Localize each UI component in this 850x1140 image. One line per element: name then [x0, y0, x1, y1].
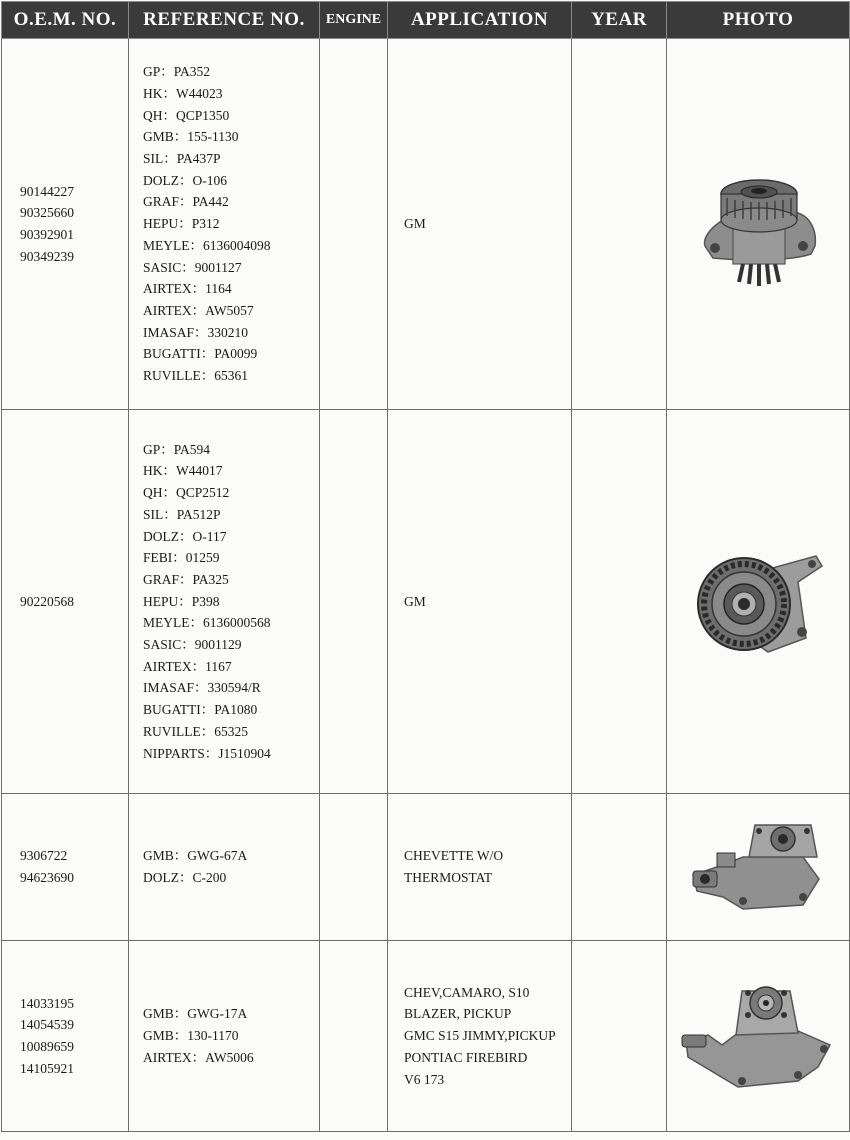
oem-cell [2, 410, 129, 794]
table-row [2, 941, 850, 1132]
reference-number: SASIC：9001127 [143, 259, 242, 275]
application-text: PONTIAC FIREBIRD [404, 1049, 528, 1065]
year-cell [572, 410, 667, 794]
table-row [2, 39, 850, 410]
reference-number: QH：QCP2512 [143, 485, 230, 501]
reference-number: GRAF：PA442 [143, 194, 229, 210]
reference-number: MEYLE：6136004098 [143, 237, 271, 253]
oem-number: 90325660 [20, 205, 74, 221]
oem-cell [2, 39, 129, 410]
reference-number: IMASAF：330594/R [143, 680, 261, 696]
oem-number: 14054539 [20, 1017, 74, 1033]
oem-number: 90392901 [20, 227, 74, 242]
header-oem: O.E.M. NO. [2, 2, 129, 39]
reference-number: GMB：155-1130 [143, 129, 239, 145]
reference-number: HK：W44017 [143, 463, 223, 479]
reference-number: BUGATTI：PA1080 [143, 702, 258, 718]
reference-number: HK：W44023 [143, 85, 223, 101]
oem-number: 14033195 [20, 995, 74, 1011]
oem-number: 90144227 [20, 183, 74, 199]
photo-cell [667, 794, 850, 941]
application-text: CHEV,CAMARO, S10 [404, 984, 530, 1000]
year-cell [572, 794, 667, 941]
application-cell [388, 39, 572, 410]
oem-cell [2, 794, 129, 941]
application-text: BLAZER, PICKUP [404, 1006, 512, 1022]
engine-cell [320, 794, 388, 941]
table-row [2, 794, 850, 941]
engine-cell [320, 410, 388, 794]
reference-number: SIL：PA512P [143, 506, 221, 522]
reference-number: AIRTEX：AW5006 [143, 1049, 254, 1065]
reference-number: MEYLE：6136000568 [143, 615, 271, 631]
photo-cell [667, 941, 850, 1132]
water-pump-gear-pulley-side-icon [688, 542, 828, 662]
application-text: GM [404, 216, 426, 232]
reference-number: AIRTEX：1164 [143, 281, 232, 297]
reference-cell [129, 410, 320, 794]
reference-number: HEPU：P312 [143, 216, 220, 232]
year-cell [572, 39, 667, 410]
application-text: GM [404, 593, 426, 609]
water-pump-flange-icon [678, 971, 838, 1101]
oem-number: 9306722 [20, 848, 68, 864]
reference-number: RUVILLE：65325 [143, 723, 248, 739]
reference-number: GP：PA594 [143, 441, 211, 457]
table-row [2, 410, 850, 794]
reference-number: DOLZ：O-106 [143, 172, 227, 188]
year-cell [572, 941, 667, 1132]
reference-cell [129, 39, 320, 410]
application-cell [388, 410, 572, 794]
application-text: V6 173 [404, 1071, 445, 1087]
header-application: APPLICATION [388, 2, 572, 39]
reference-number: DOLZ：C-200 [143, 870, 227, 885]
header-row [2, 2, 850, 39]
reference-number: SIL：PA437P [143, 151, 221, 167]
application-text: GMC S15 JIMMY,PICKUP [404, 1028, 556, 1044]
reference-number: FEBI：01259 [143, 550, 220, 566]
engine-cell [320, 941, 388, 1132]
header-year: YEAR [572, 2, 667, 39]
water-pump-housing-icon [683, 817, 833, 917]
reference-number: NIPPARTS：J1510904 [143, 745, 271, 761]
header-photo: PHOTO [667, 2, 850, 39]
application-cell [388, 794, 572, 941]
engine-cell [320, 39, 388, 410]
application-text: THERMOSTAT [404, 870, 493, 885]
reference-number: BUGATTI：PA0099 [143, 346, 258, 362]
reference-number: DOLZ：O-117 [143, 528, 227, 544]
oem-number: 10089659 [20, 1039, 74, 1054]
reference-number: GP：PA352 [143, 64, 211, 80]
reference-number: RUVILLE：65361 [143, 368, 248, 384]
photo-cell [667, 410, 850, 794]
oem-number: 14105921 [20, 1060, 74, 1076]
oem-number: 90220568 [20, 593, 74, 609]
application-cell [388, 941, 572, 1132]
application-text: CHEVETTE W/O [404, 848, 504, 864]
header-reference: REFERENCE NO. [129, 2, 320, 39]
photo-cell [667, 39, 850, 410]
reference-number: SASIC：9001129 [143, 637, 242, 653]
reference-number: AIRTEX：1167 [143, 658, 232, 674]
parts-table [1, 1, 850, 1132]
oem-cell [2, 941, 129, 1132]
header-engine: ENGINE [320, 2, 388, 39]
reference-number: GMB：130-1170 [143, 1028, 239, 1044]
reference-cell [129, 941, 320, 1132]
reference-number: GMB：GWG-67A [143, 848, 248, 864]
water-pump-gear-pulley-icon [693, 154, 823, 294]
oem-number: 90349239 [20, 248, 74, 264]
reference-number: GMB：GWG-17A [143, 1006, 248, 1022]
reference-number: QH：QCP1350 [143, 107, 230, 123]
reference-number: AIRTEX：AW5057 [143, 302, 254, 318]
reference-number: IMASAF：330210 [143, 324, 249, 340]
oem-number: 94623690 [20, 870, 74, 885]
reference-number: GRAF：PA325 [143, 571, 229, 587]
reference-cell [129, 794, 320, 941]
reference-number: HEPU：P398 [143, 593, 220, 609]
